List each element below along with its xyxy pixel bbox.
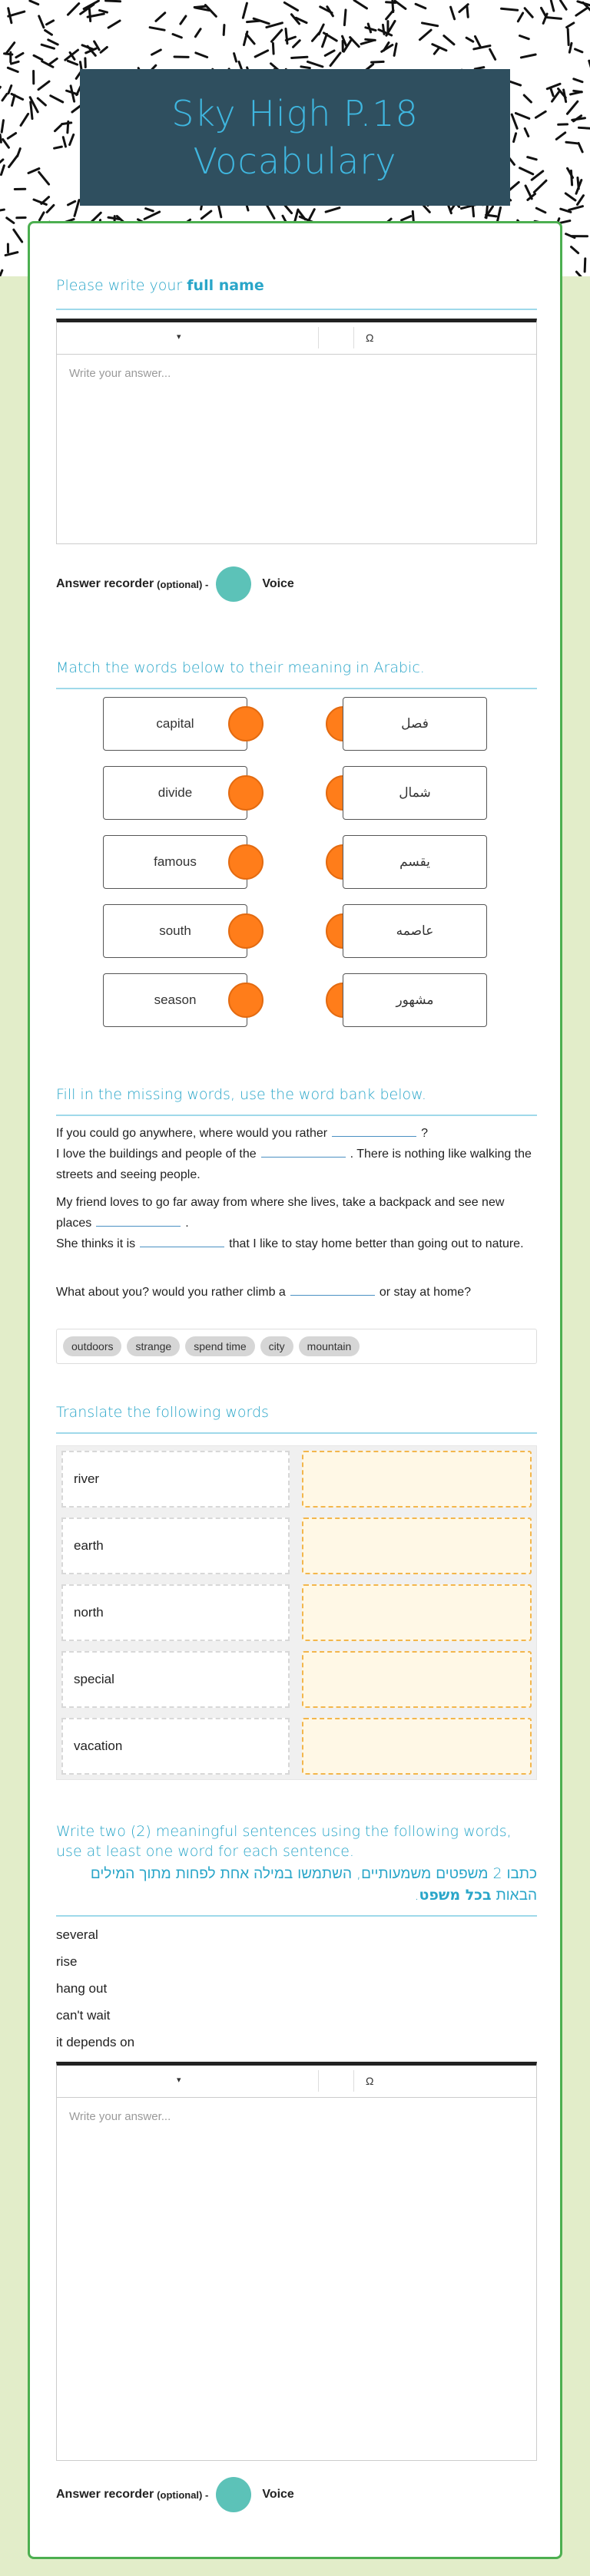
sentence-text: that I like to stay home better than going out to nature. xyxy=(229,1237,524,1250)
pattern-dash xyxy=(16,53,23,57)
match-left-connector[interactable] xyxy=(228,983,264,1018)
word-bank-chip[interactable]: spend time xyxy=(185,1336,254,1356)
pattern-dash xyxy=(386,2,396,3)
fill-sentence xyxy=(56,1234,540,1254)
translate-row xyxy=(61,1518,532,1574)
pattern-dash xyxy=(551,1,553,11)
pattern-dash xyxy=(350,38,360,47)
source-word: special xyxy=(61,1651,290,1708)
pattern-dash xyxy=(3,140,9,148)
pattern-dash xyxy=(466,38,473,41)
pattern-dash xyxy=(196,53,207,58)
pattern-dash xyxy=(39,172,49,184)
pattern-dash xyxy=(0,134,1,142)
pattern-dash xyxy=(100,10,108,12)
pattern-dash xyxy=(475,36,480,47)
pattern-dash xyxy=(38,98,45,105)
pattern-dash xyxy=(472,204,473,216)
pattern-dash xyxy=(574,79,582,82)
fill-title: Fill in the missing words, use the word bank below. xyxy=(56,1086,426,1103)
pattern-dash xyxy=(474,46,490,49)
pattern-dash xyxy=(293,41,300,48)
sentence-text: or stay at home? xyxy=(379,1286,471,1299)
translate-table xyxy=(56,1445,537,1780)
target-word: can't wait xyxy=(56,2008,111,2023)
name-prompt xyxy=(56,277,264,294)
pattern-dash xyxy=(301,67,310,68)
pattern-dash xyxy=(547,18,562,19)
pattern-dash xyxy=(195,29,201,37)
pattern-dash xyxy=(18,149,21,157)
translate-title: Translate the following words xyxy=(56,1404,269,1421)
pattern-dash xyxy=(28,169,39,173)
pattern-dash xyxy=(419,30,431,40)
pattern-dash xyxy=(366,39,376,40)
pattern-dash xyxy=(39,213,44,220)
pattern-dash xyxy=(255,51,267,57)
recorder-optional: (optional) - xyxy=(157,2488,209,2501)
pattern-dash xyxy=(330,53,340,66)
pattern-dash xyxy=(48,40,58,45)
word-bank-chip[interactable]: strange xyxy=(127,1336,180,1356)
sentence-text: ? xyxy=(421,1127,428,1140)
pattern-dash xyxy=(541,8,545,16)
word-bank xyxy=(56,1329,537,1364)
translation-drop-field[interactable] xyxy=(302,1651,532,1708)
divider xyxy=(56,1915,537,1917)
sentences-answer-editor[interactable] xyxy=(56,2062,537,2461)
pattern-dash xyxy=(560,221,569,223)
pattern-dash xyxy=(395,1,406,8)
toolbar-separator xyxy=(318,2070,319,2092)
pattern-dash xyxy=(394,44,396,56)
match-right-word[interactable]: مشهور xyxy=(343,973,487,1027)
pattern-dash xyxy=(354,0,366,8)
pattern-dash xyxy=(8,86,12,94)
word-bank-chip[interactable]: outdoors xyxy=(63,1336,121,1356)
pattern-dash xyxy=(201,211,211,219)
toolbar-separator xyxy=(353,327,354,348)
match-right-word[interactable]: فصل xyxy=(343,697,487,751)
pattern-dash xyxy=(312,33,319,41)
source-word: vacation xyxy=(61,1718,290,1775)
pattern-dash xyxy=(39,16,44,28)
source-word: north xyxy=(61,1584,290,1641)
pattern-dash xyxy=(14,230,22,242)
translation-drop-field[interactable] xyxy=(302,1584,532,1641)
match-right-word[interactable]: يقسم xyxy=(343,835,487,889)
pattern-dash xyxy=(490,49,496,59)
pattern-dash xyxy=(565,193,575,200)
pattern-dash xyxy=(41,45,54,48)
name-prompt-bold: full name xyxy=(187,277,264,294)
pattern-dash xyxy=(569,206,583,210)
pattern-dash xyxy=(12,95,15,106)
pattern-dash xyxy=(416,4,426,8)
pattern-dash xyxy=(386,10,393,18)
word-bank-chip[interactable]: city xyxy=(260,1336,293,1356)
pattern-dash xyxy=(47,205,54,212)
pattern-dash xyxy=(63,137,65,147)
pattern-dash xyxy=(525,8,532,18)
format-dropdown-icon[interactable]: ▾ xyxy=(177,2076,181,2085)
special-character-icon[interactable]: Ω xyxy=(366,2075,374,2087)
pattern-dash xyxy=(574,91,582,92)
pattern-dash xyxy=(571,170,572,185)
pattern-dash xyxy=(372,61,384,62)
blank-slot[interactable] xyxy=(290,1283,375,1296)
record-button[interactable] xyxy=(216,2477,251,2512)
pattern-dash xyxy=(520,36,529,39)
pattern-dash xyxy=(292,57,307,58)
pattern-dash xyxy=(9,156,18,167)
source-word: river xyxy=(61,1451,290,1508)
pattern-dash xyxy=(423,23,438,26)
pattern-dash xyxy=(38,81,49,90)
target-word: rise xyxy=(56,1954,78,1969)
pattern-dash xyxy=(284,2,297,10)
pattern-dash xyxy=(41,197,49,204)
pattern-dash xyxy=(8,134,15,139)
pattern-dash xyxy=(65,50,78,60)
pattern-dash xyxy=(2,94,7,100)
pattern-dash xyxy=(383,25,384,34)
pattern-dash xyxy=(323,34,327,46)
title-line-2: Vocabulary xyxy=(193,140,397,182)
pattern-dash xyxy=(524,95,531,102)
pattern-dash xyxy=(7,218,14,223)
editor-toolbar xyxy=(57,2066,536,2098)
blank-slot[interactable] xyxy=(140,1235,224,1247)
pattern-dash xyxy=(486,215,497,216)
sentence-text: . There is nothing like walking the streets and seeing people. xyxy=(56,1148,532,1181)
sentence-text: . xyxy=(185,1217,189,1230)
translate-row xyxy=(61,1451,532,1508)
hebrew-text: . xyxy=(414,1887,419,1904)
target-word: it depends on xyxy=(56,2035,135,2049)
pattern-dash xyxy=(567,101,577,114)
voice-label: Voice xyxy=(262,2488,294,2501)
pattern-dash xyxy=(534,180,546,192)
sentences-title-he xyxy=(56,1863,537,1906)
pattern-dash xyxy=(156,13,165,21)
voice-label: Voice xyxy=(262,577,294,590)
pattern-dash xyxy=(578,196,584,205)
pattern-dash xyxy=(434,48,439,54)
pattern-dash xyxy=(402,216,411,220)
pattern-dash xyxy=(68,201,75,205)
pattern-dash xyxy=(566,142,578,144)
name-answer-editor[interactable] xyxy=(56,319,537,544)
pattern-dash xyxy=(572,247,578,253)
pattern-dash xyxy=(502,8,518,10)
pattern-dash xyxy=(366,28,376,31)
translation-drop-field[interactable] xyxy=(302,1518,532,1574)
pattern-dash xyxy=(567,23,574,28)
pattern-dash xyxy=(0,210,4,212)
word-bank-chip[interactable]: mountain xyxy=(299,1336,360,1356)
sentence-text: If you could go anywhere, where would you rather xyxy=(56,1127,328,1140)
pattern-dash xyxy=(50,58,57,64)
pattern-dash xyxy=(45,30,52,35)
pattern-dash xyxy=(68,61,77,64)
recorder-optional: (optional) - xyxy=(157,578,209,590)
target-word: several xyxy=(56,1927,98,1942)
pattern-dash xyxy=(344,10,346,25)
pattern-dash xyxy=(108,21,120,28)
pattern-dash xyxy=(8,12,25,16)
title-line-1: Sky High P.18 xyxy=(171,93,419,134)
pattern-dash xyxy=(575,49,582,52)
match-right-word[interactable]: شمال xyxy=(343,766,487,820)
recorder-label: Answer recorder xyxy=(56,577,154,590)
hebrew-text: כתבו 2 משפטים משמעותיים, השתמשו במילה אחת לפחות מתוך המילים הבאות xyxy=(90,1865,537,1904)
pattern-dash xyxy=(576,8,587,15)
worksheet xyxy=(28,221,562,2559)
pattern-dash xyxy=(55,125,61,130)
page-title xyxy=(80,69,510,206)
pattern-dash xyxy=(556,133,565,140)
recorder-label: Answer recorder xyxy=(56,2488,154,2501)
fill-sentence xyxy=(56,1282,540,1303)
pattern-dash xyxy=(150,28,164,31)
translation-drop-field[interactable] xyxy=(302,1451,532,1508)
pattern-dash xyxy=(31,102,32,119)
pattern-dash xyxy=(144,212,160,219)
pattern-dash xyxy=(528,157,537,160)
answer-recorder xyxy=(56,566,294,603)
pattern-dash xyxy=(181,16,186,24)
toolbar-separator xyxy=(353,2070,354,2092)
pattern-dash xyxy=(34,55,42,59)
pattern-dash xyxy=(514,134,516,142)
sentences-title-en: Write two (2) meaningful sentences using the following words, use at least one word for each sentence. xyxy=(56,1823,512,1860)
pattern-dash xyxy=(286,28,287,43)
sentence-text: She thinks it is xyxy=(56,1237,136,1250)
pattern-dash xyxy=(267,204,274,218)
pattern-dash xyxy=(326,208,340,212)
pattern-dash xyxy=(521,54,535,58)
pattern-dash xyxy=(578,127,590,128)
pattern-dash xyxy=(30,1,38,5)
pattern-dash xyxy=(89,9,90,21)
pattern-dash xyxy=(512,114,517,128)
match-left-connector[interactable] xyxy=(228,706,264,741)
divider xyxy=(56,688,537,689)
pattern-dash xyxy=(47,21,54,25)
pattern-dash xyxy=(101,47,107,52)
pattern-dash xyxy=(576,272,582,276)
special-character-icon[interactable]: Ω xyxy=(366,332,374,344)
pattern-dash xyxy=(536,208,545,213)
translate-row xyxy=(61,1651,532,1708)
target-word-list xyxy=(56,1921,134,2056)
pattern-dash xyxy=(8,68,18,71)
match-title: Match the words below to their meaning in Arabic. xyxy=(56,659,425,676)
divider xyxy=(56,1115,537,1116)
pattern-dash xyxy=(550,88,553,96)
blank-slot[interactable] xyxy=(332,1125,416,1137)
sentence-text: I love the buildings and people of the xyxy=(56,1148,257,1161)
sentence-text: My friend loves to go far away from where she lives, take a backpack and see new places xyxy=(56,1196,505,1230)
fill-sentence xyxy=(56,1123,540,1144)
pattern-dash xyxy=(152,50,161,54)
blank-slot[interactable] xyxy=(261,1145,346,1158)
pattern-dash xyxy=(444,36,454,45)
blank-slot[interactable] xyxy=(96,1214,181,1227)
pattern-dash xyxy=(525,128,529,136)
pattern-dash xyxy=(1,166,4,175)
pattern-dash xyxy=(146,209,154,211)
answer-recorder xyxy=(56,2476,294,2513)
pattern-dash xyxy=(532,171,543,180)
match-left-word[interactable]: divide xyxy=(103,766,247,820)
fill-sentence xyxy=(56,1192,540,1234)
pattern-dash xyxy=(2,121,3,132)
fill-sentence xyxy=(56,1144,540,1185)
match-left-word[interactable]: season xyxy=(103,973,247,1027)
pattern-dash xyxy=(520,168,533,174)
pattern-dash xyxy=(243,3,247,18)
pattern-dash xyxy=(0,270,2,276)
hebrew-bold-text: בכל משפט xyxy=(419,1887,492,1904)
pattern-dash xyxy=(11,61,18,64)
pattern-dash xyxy=(271,30,281,41)
pattern-dash xyxy=(70,134,74,144)
pattern-dash xyxy=(309,210,314,221)
answer-textarea[interactable]: Write your answer... xyxy=(69,367,171,380)
pattern-dash xyxy=(509,182,519,190)
pattern-dash xyxy=(307,61,322,66)
pattern-dash xyxy=(234,54,237,61)
match-left-word[interactable]: capital xyxy=(103,697,247,751)
match-left-connector[interactable] xyxy=(228,844,264,880)
translation-drop-field[interactable] xyxy=(302,1718,532,1775)
match-left-word[interactable]: famous xyxy=(103,835,247,889)
format-dropdown-icon[interactable]: ▾ xyxy=(177,332,181,342)
pattern-dash xyxy=(239,61,242,69)
pattern-dash xyxy=(194,6,206,7)
editor-toolbar xyxy=(57,322,536,355)
pattern-dash xyxy=(51,96,63,102)
pattern-dash xyxy=(325,51,334,56)
match-right-word[interactable]: عاصمه xyxy=(343,904,487,958)
pattern-dash xyxy=(21,114,28,125)
pattern-dash xyxy=(106,1,121,2)
translate-row xyxy=(61,1584,532,1641)
pattern-dash xyxy=(55,147,62,148)
divider xyxy=(56,1432,537,1434)
pattern-dash xyxy=(62,123,71,124)
target-word: hang out xyxy=(56,1981,108,1996)
toolbar-separator xyxy=(318,327,319,348)
name-prompt-text: Please write your xyxy=(56,277,187,294)
pattern-dash xyxy=(515,113,529,118)
pattern-dash xyxy=(68,4,78,15)
pattern-dash xyxy=(561,1,567,10)
match-left-word[interactable]: south xyxy=(103,904,247,958)
pattern-dash xyxy=(535,111,545,117)
match-left-connector[interactable] xyxy=(228,913,264,949)
sentence-text: What about you? would you rather climb a xyxy=(56,1286,286,1299)
source-word: earth xyxy=(61,1518,290,1574)
pattern-dash xyxy=(247,35,254,44)
pattern-dash xyxy=(72,106,81,112)
pattern-dash xyxy=(518,13,522,21)
divider xyxy=(56,309,537,310)
pattern-dash xyxy=(467,7,468,17)
pattern-dash xyxy=(173,35,181,38)
translate-row xyxy=(61,1718,532,1775)
answer-textarea[interactable]: Write your answer... xyxy=(69,2110,171,2123)
pattern-dash xyxy=(578,143,582,151)
record-button[interactable] xyxy=(216,566,251,602)
match-left-connector[interactable] xyxy=(228,775,264,811)
pattern-dash xyxy=(569,43,572,52)
pattern-dash xyxy=(451,7,455,19)
